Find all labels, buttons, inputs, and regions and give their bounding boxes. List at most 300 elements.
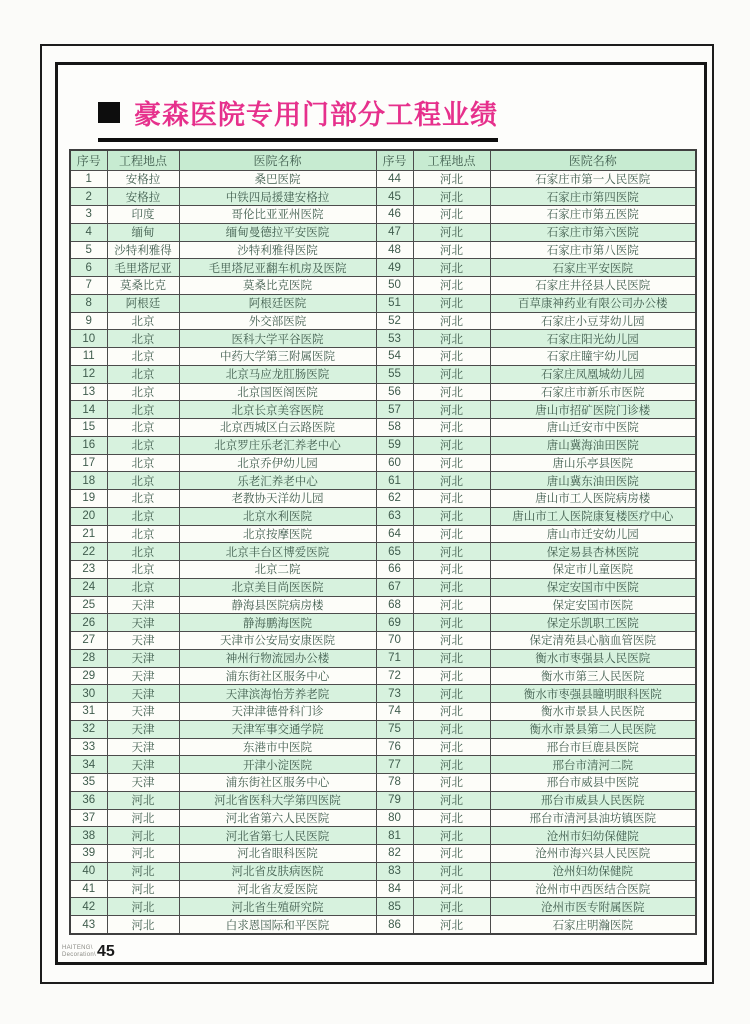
location-cell: 河北	[413, 596, 490, 614]
location-cell: 河北	[413, 862, 490, 880]
location-cell: 天津	[107, 738, 179, 756]
row-number-cell: 65	[376, 543, 413, 561]
hospital-name-cell: 北京国医阁医院	[179, 383, 376, 401]
row-number-cell: 70	[376, 632, 413, 650]
row-number-cell: 80	[376, 809, 413, 827]
location-cell: 天津	[107, 632, 179, 650]
row-number-cell: 64	[376, 525, 413, 543]
hospital-name-cell: 沧州市妇幼保健院	[490, 827, 696, 845]
table-row	[70, 188, 696, 206]
table-row	[70, 454, 696, 472]
location-cell: 河北	[413, 490, 490, 508]
location-cell: 河北	[413, 827, 490, 845]
hospital-name-cell: 北京按摩医院	[179, 525, 376, 543]
location-cell: 天津	[107, 614, 179, 632]
hospital-name-cell: 唐山市工人医院病房楼	[490, 490, 696, 508]
hospital-name-cell: 石家庄阳光幼儿园	[490, 330, 696, 348]
location-cell: 天津	[107, 596, 179, 614]
row-number-cell: 38	[70, 827, 107, 845]
row-number-cell: 74	[376, 703, 413, 721]
page-frame-outer	[40, 44, 714, 984]
table-header-row	[70, 150, 696, 170]
row-number-cell: 19	[70, 490, 107, 508]
hospital-name-cell: 邢台市清河二院	[490, 756, 696, 774]
location-cell: 河北	[413, 206, 490, 224]
hospital-name-cell: 静海县医院病房楼	[179, 596, 376, 614]
location-cell: 河北	[107, 827, 179, 845]
row-number-cell: 12	[70, 365, 107, 383]
hospital-name-cell: 唐山迁安市中医院	[490, 419, 696, 437]
hospital-name-cell: 河北省友爱医院	[179, 880, 376, 898]
row-number-cell: 29	[70, 667, 107, 685]
location-cell: 河北	[413, 454, 490, 472]
table-row	[70, 312, 696, 330]
hospital-name-cell: 乐老汇养老中心	[179, 472, 376, 490]
hospital-name-cell: 白求恩国际和平医院	[179, 916, 376, 935]
table-row	[70, 206, 696, 224]
location-cell: 河北	[413, 880, 490, 898]
table-row	[70, 845, 696, 863]
table-row	[70, 507, 696, 525]
location-cell: 河北	[413, 685, 490, 703]
row-number-cell: 5	[70, 241, 107, 259]
location-cell: 北京	[107, 454, 179, 472]
row-number-cell: 56	[376, 383, 413, 401]
location-cell: 天津	[107, 649, 179, 667]
hospital-name-cell: 石家庄瞳宇幼儿园	[490, 348, 696, 366]
row-number-cell: 69	[376, 614, 413, 632]
table-row	[70, 330, 696, 348]
hospital-name-cell: 保定市儿童医院	[490, 561, 696, 579]
title-block	[98, 93, 498, 142]
row-number-cell: 3	[70, 206, 107, 224]
hospital-name-cell: 河北省生殖研究院	[179, 898, 376, 916]
table-row	[70, 738, 696, 756]
row-number-cell: 53	[376, 330, 413, 348]
table-row	[70, 720, 696, 738]
row-number-cell: 21	[70, 525, 107, 543]
hospital-name-cell: 保定乐凯职工医院	[490, 614, 696, 632]
table-row	[70, 667, 696, 685]
hospital-name-cell: 河北省医科大学第四医院	[179, 791, 376, 809]
location-cell: 河北	[413, 472, 490, 490]
row-number-cell: 18	[70, 472, 107, 490]
location-cell: 河北	[107, 791, 179, 809]
brand-line1: HAITENG\	[62, 945, 93, 951]
hospital-name-cell: 天津滨海怡芳养老院	[179, 685, 376, 703]
hospital-name-cell: 天津津德骨科门诊	[179, 703, 376, 721]
location-cell: 北京	[107, 490, 179, 508]
hospital-name-cell: 北京水利医院	[179, 507, 376, 525]
hospital-name-cell: 莫桑比克医院	[179, 277, 376, 295]
table-row	[70, 827, 696, 845]
header-hospital-right: 医院名称	[490, 150, 696, 170]
hospital-name-cell: 阿根廷医院	[179, 294, 376, 312]
row-number-cell: 36	[70, 791, 107, 809]
location-cell: 河北	[413, 898, 490, 916]
location-cell: 河北	[413, 543, 490, 561]
page-number: 45	[96, 943, 115, 960]
location-cell: 河北	[413, 916, 490, 935]
hospital-name-cell: 石家庄市第八医院	[490, 241, 696, 259]
location-cell: 河北	[413, 401, 490, 419]
hospital-name-cell: 石家庄市第四医院	[490, 188, 696, 206]
hospital-name-cell: 静海鹏海医院	[179, 614, 376, 632]
row-number-cell: 34	[70, 756, 107, 774]
table-row	[70, 614, 696, 632]
table-row	[70, 525, 696, 543]
table-row	[70, 277, 696, 295]
location-cell: 北京	[107, 525, 179, 543]
row-number-cell: 7	[70, 277, 107, 295]
row-number-cell: 52	[376, 312, 413, 330]
table-row	[70, 596, 696, 614]
location-cell: 河北	[107, 898, 179, 916]
projects-table	[69, 149, 697, 935]
row-number-cell: 30	[70, 685, 107, 703]
table-row	[70, 649, 696, 667]
location-cell: 阿根廷	[107, 294, 179, 312]
hospital-name-cell: 河北省眼科医院	[179, 845, 376, 863]
location-cell: 北京	[107, 383, 179, 401]
row-number-cell: 61	[376, 472, 413, 490]
row-number-cell: 40	[70, 862, 107, 880]
location-cell: 河北	[413, 170, 490, 188]
hospital-name-cell: 天津市公安局安康医院	[179, 632, 376, 650]
row-number-cell: 24	[70, 578, 107, 596]
header-serial-left: 序号	[70, 150, 107, 170]
hospital-name-cell: 毛里塔尼亚翻车机房及医院	[179, 259, 376, 277]
row-number-cell: 78	[376, 774, 413, 792]
row-number-cell: 60	[376, 454, 413, 472]
location-cell: 天津	[107, 685, 179, 703]
row-number-cell: 71	[376, 649, 413, 667]
hospital-name-cell: 沧州市医专附属医院	[490, 898, 696, 916]
row-number-cell: 35	[70, 774, 107, 792]
brand-line2: Decoration\	[62, 952, 96, 958]
row-number-cell: 1	[70, 170, 107, 188]
row-number-cell: 84	[376, 880, 413, 898]
hospital-name-cell: 北京美目尚医医院	[179, 578, 376, 596]
location-cell: 北京	[107, 561, 179, 579]
row-number-cell: 16	[70, 436, 107, 454]
hospital-name-cell: 北京长京美容医院	[179, 401, 376, 419]
table-row	[70, 561, 696, 579]
header-hospital-left: 医院名称	[179, 150, 376, 170]
row-number-cell: 49	[376, 259, 413, 277]
location-cell: 河北	[413, 259, 490, 277]
location-cell: 天津	[107, 756, 179, 774]
hospital-name-cell: 邢台市清河县油坊镇医院	[490, 809, 696, 827]
table-row	[70, 472, 696, 490]
row-number-cell: 58	[376, 419, 413, 437]
location-cell: 河北	[107, 916, 179, 935]
page-frame-inner	[55, 62, 707, 965]
table-row	[70, 774, 696, 792]
location-cell: 印度	[107, 206, 179, 224]
location-cell: 河北	[413, 277, 490, 295]
location-cell: 北京	[107, 312, 179, 330]
hospital-name-cell: 石家庄市新乐市医院	[490, 383, 696, 401]
hospital-name-cell: 百草康神药业有限公司办公楼	[490, 294, 696, 312]
hospital-name-cell: 河北省第六人民医院	[179, 809, 376, 827]
hospital-name-cell: 开津小淀医院	[179, 756, 376, 774]
header-location-right: 工程地点	[413, 150, 490, 170]
table-row	[70, 348, 696, 366]
row-number-cell: 63	[376, 507, 413, 525]
row-number-cell: 39	[70, 845, 107, 863]
hospital-name-cell: 浦东街社区服务中心	[179, 774, 376, 792]
table-row	[70, 170, 696, 188]
table-row	[70, 490, 696, 508]
hospital-name-cell: 保定易县杏林医院	[490, 543, 696, 561]
location-cell: 北京	[107, 543, 179, 561]
row-number-cell: 72	[376, 667, 413, 685]
row-number-cell: 2	[70, 188, 107, 206]
location-cell: 莫桑比克	[107, 277, 179, 295]
hospital-name-cell: 北京马应龙肛肠医院	[179, 365, 376, 383]
row-number-cell: 67	[376, 578, 413, 596]
hospital-name-cell: 缅甸曼德拉平安医院	[179, 223, 376, 241]
table-row	[70, 809, 696, 827]
hospital-name-cell: 唐山市迁安幼儿园	[490, 525, 696, 543]
location-cell: 安格拉	[107, 188, 179, 206]
hospital-name-cell: 唐山乐亭县医院	[490, 454, 696, 472]
location-cell: 河北	[413, 419, 490, 437]
location-cell: 河北	[413, 649, 490, 667]
row-number-cell: 44	[376, 170, 413, 188]
row-number-cell: 57	[376, 401, 413, 419]
row-number-cell: 51	[376, 294, 413, 312]
hospital-name-cell: 外交部医院	[179, 312, 376, 330]
table-row	[70, 543, 696, 561]
location-cell: 河北	[413, 348, 490, 366]
row-number-cell: 48	[376, 241, 413, 259]
row-number-cell: 85	[376, 898, 413, 916]
row-number-cell: 22	[70, 543, 107, 561]
location-cell: 河北	[107, 809, 179, 827]
hospital-name-cell: 唐山冀东油田医院	[490, 472, 696, 490]
title-bullet-square	[98, 102, 120, 123]
hospital-name-cell: 邢台市巨鹿县医院	[490, 738, 696, 756]
hospital-name-cell: 唐山市招矿医院门诊楼	[490, 401, 696, 419]
row-number-cell: 20	[70, 507, 107, 525]
hospital-name-cell: 河北省第七人民医院	[179, 827, 376, 845]
hospital-name-cell: 衡水市枣强县瞳明眼科医院	[490, 685, 696, 703]
location-cell: 河北	[413, 774, 490, 792]
row-number-cell: 73	[376, 685, 413, 703]
location-cell: 河北	[413, 294, 490, 312]
row-number-cell: 41	[70, 880, 107, 898]
table-row	[70, 685, 696, 703]
location-cell: 河北	[413, 223, 490, 241]
hospital-name-cell: 沧州市海兴县人民医院	[490, 845, 696, 863]
location-cell: 河北	[107, 880, 179, 898]
row-number-cell: 59	[376, 436, 413, 454]
location-cell: 天津	[107, 720, 179, 738]
location-cell: 河北	[413, 330, 490, 348]
location-cell: 河北	[107, 862, 179, 880]
location-cell: 河北	[413, 383, 490, 401]
hospital-name-cell: 衡水市第三人民医院	[490, 667, 696, 685]
location-cell: 河北	[413, 791, 490, 809]
hospital-name-cell: 北京二院	[179, 561, 376, 579]
hospital-name-cell: 沙特利雅得医院	[179, 241, 376, 259]
location-cell: 河北	[107, 845, 179, 863]
row-number-cell: 47	[376, 223, 413, 241]
row-number-cell: 11	[70, 348, 107, 366]
hospital-name-cell: 浦东街社区服务中心	[179, 667, 376, 685]
location-cell: 河北	[413, 845, 490, 863]
row-number-cell: 55	[376, 365, 413, 383]
table-row	[70, 756, 696, 774]
hospital-name-cell: 保定安国市医院	[490, 596, 696, 614]
location-cell: 北京	[107, 348, 179, 366]
table-row	[70, 383, 696, 401]
row-number-cell: 28	[70, 649, 107, 667]
page-footer	[62, 943, 115, 961]
table-row	[70, 436, 696, 454]
location-cell: 河北	[413, 703, 490, 721]
row-number-cell: 13	[70, 383, 107, 401]
location-cell: 沙特利雅得	[107, 241, 179, 259]
row-number-cell: 62	[376, 490, 413, 508]
row-number-cell: 82	[376, 845, 413, 863]
row-number-cell: 81	[376, 827, 413, 845]
table-row	[70, 862, 696, 880]
hospital-name-cell: 石家庄市第一人民医院	[490, 170, 696, 188]
hospital-name-cell: 沧州市中西医结合医院	[490, 880, 696, 898]
hospital-name-cell: 神州行物流园办公楼	[179, 649, 376, 667]
location-cell: 北京	[107, 401, 179, 419]
location-cell: 河北	[413, 365, 490, 383]
brand-logo	[62, 945, 96, 959]
hospital-name-cell: 北京西城区白云路医院	[179, 419, 376, 437]
row-number-cell: 9	[70, 312, 107, 330]
hospital-name-cell: 邢台市威县人民医院	[490, 791, 696, 809]
location-cell: 河北	[413, 578, 490, 596]
table-row	[70, 419, 696, 437]
location-cell: 河北	[413, 561, 490, 579]
row-number-cell: 17	[70, 454, 107, 472]
location-cell: 河北	[413, 312, 490, 330]
hospital-name-cell: 北京罗庄乐老汇养老中心	[179, 436, 376, 454]
hospital-name-cell: 北京丰台区博爱医院	[179, 543, 376, 561]
row-number-cell: 83	[376, 862, 413, 880]
location-cell: 河北	[413, 507, 490, 525]
row-number-cell: 68	[376, 596, 413, 614]
row-number-cell: 54	[376, 348, 413, 366]
row-number-cell: 25	[70, 596, 107, 614]
table-row	[70, 880, 696, 898]
location-cell: 河北	[413, 632, 490, 650]
location-cell: 河北	[413, 720, 490, 738]
location-cell: 河北	[413, 738, 490, 756]
row-number-cell: 33	[70, 738, 107, 756]
table-row	[70, 294, 696, 312]
hospital-name-cell: 唐山冀海油田医院	[490, 436, 696, 454]
row-number-cell: 75	[376, 720, 413, 738]
table-row	[70, 898, 696, 916]
row-number-cell: 76	[376, 738, 413, 756]
location-cell: 安格拉	[107, 170, 179, 188]
row-number-cell: 15	[70, 419, 107, 437]
location-cell: 河北	[413, 756, 490, 774]
hospital-name-cell: 石家庄小豆芽幼儿园	[490, 312, 696, 330]
row-number-cell: 42	[70, 898, 107, 916]
table-row	[70, 578, 696, 596]
hospital-name-cell: 衡水市枣强县人民医院	[490, 649, 696, 667]
row-number-cell: 6	[70, 259, 107, 277]
table-row	[70, 259, 696, 277]
table-row	[70, 791, 696, 809]
location-cell: 北京	[107, 507, 179, 525]
hospital-name-cell: 唐山市工人医院康复楼医疗中心	[490, 507, 696, 525]
table-row	[70, 365, 696, 383]
table-row	[70, 241, 696, 259]
row-number-cell: 77	[376, 756, 413, 774]
hospital-name-cell: 衡水市景县第二人民医院	[490, 720, 696, 738]
location-cell: 河北	[413, 525, 490, 543]
location-cell: 北京	[107, 472, 179, 490]
hospital-name-cell: 石家庄平安医院	[490, 259, 696, 277]
location-cell: 天津	[107, 774, 179, 792]
row-number-cell: 66	[376, 561, 413, 579]
location-cell: 河北	[413, 436, 490, 454]
table-row	[70, 703, 696, 721]
row-number-cell: 86	[376, 916, 413, 935]
hospital-name-cell: 中铁四局援建安格拉	[179, 188, 376, 206]
location-cell: 毛里塔尼亚	[107, 259, 179, 277]
hospital-name-cell: 保定清苑县心脑血管医院	[490, 632, 696, 650]
header-serial-right: 序号	[376, 150, 413, 170]
location-cell: 北京	[107, 365, 179, 383]
row-number-cell: 45	[376, 188, 413, 206]
page-title: 豪森医院专用门部分工程业绩	[134, 100, 498, 130]
location-cell: 北京	[107, 419, 179, 437]
hospital-name-cell: 沧州妇幼保健院	[490, 862, 696, 880]
table-row	[70, 632, 696, 650]
location-cell: 河北	[413, 667, 490, 685]
row-number-cell: 32	[70, 720, 107, 738]
location-cell: 天津	[107, 667, 179, 685]
hospital-name-cell: 石家庄明瀚医院	[490, 916, 696, 935]
hospital-name-cell: 桑巴医院	[179, 170, 376, 188]
hospital-name-cell: 医科大学平谷医院	[179, 330, 376, 348]
location-cell: 河北	[413, 809, 490, 827]
row-number-cell: 37	[70, 809, 107, 827]
hospital-name-cell: 邢台市威县中医院	[490, 774, 696, 792]
location-cell: 河北	[413, 188, 490, 206]
row-number-cell: 23	[70, 561, 107, 579]
header-location-left: 工程地点	[107, 150, 179, 170]
hospital-name-cell: 老教协天洋幼儿园	[179, 490, 376, 508]
hospital-name-cell: 石家庄井径县人民医院	[490, 277, 696, 295]
location-cell: 北京	[107, 436, 179, 454]
row-number-cell: 14	[70, 401, 107, 419]
hospital-name-cell: 哥伦比亚亚州医院	[179, 206, 376, 224]
row-number-cell: 4	[70, 223, 107, 241]
location-cell: 天津	[107, 703, 179, 721]
location-cell: 北京	[107, 330, 179, 348]
row-number-cell: 31	[70, 703, 107, 721]
hospital-name-cell: 东港市中医院	[179, 738, 376, 756]
row-number-cell: 79	[376, 791, 413, 809]
row-number-cell: 46	[376, 206, 413, 224]
row-number-cell: 26	[70, 614, 107, 632]
row-number-cell: 8	[70, 294, 107, 312]
hospital-name-cell: 石家庄凤凰城幼儿园	[490, 365, 696, 383]
